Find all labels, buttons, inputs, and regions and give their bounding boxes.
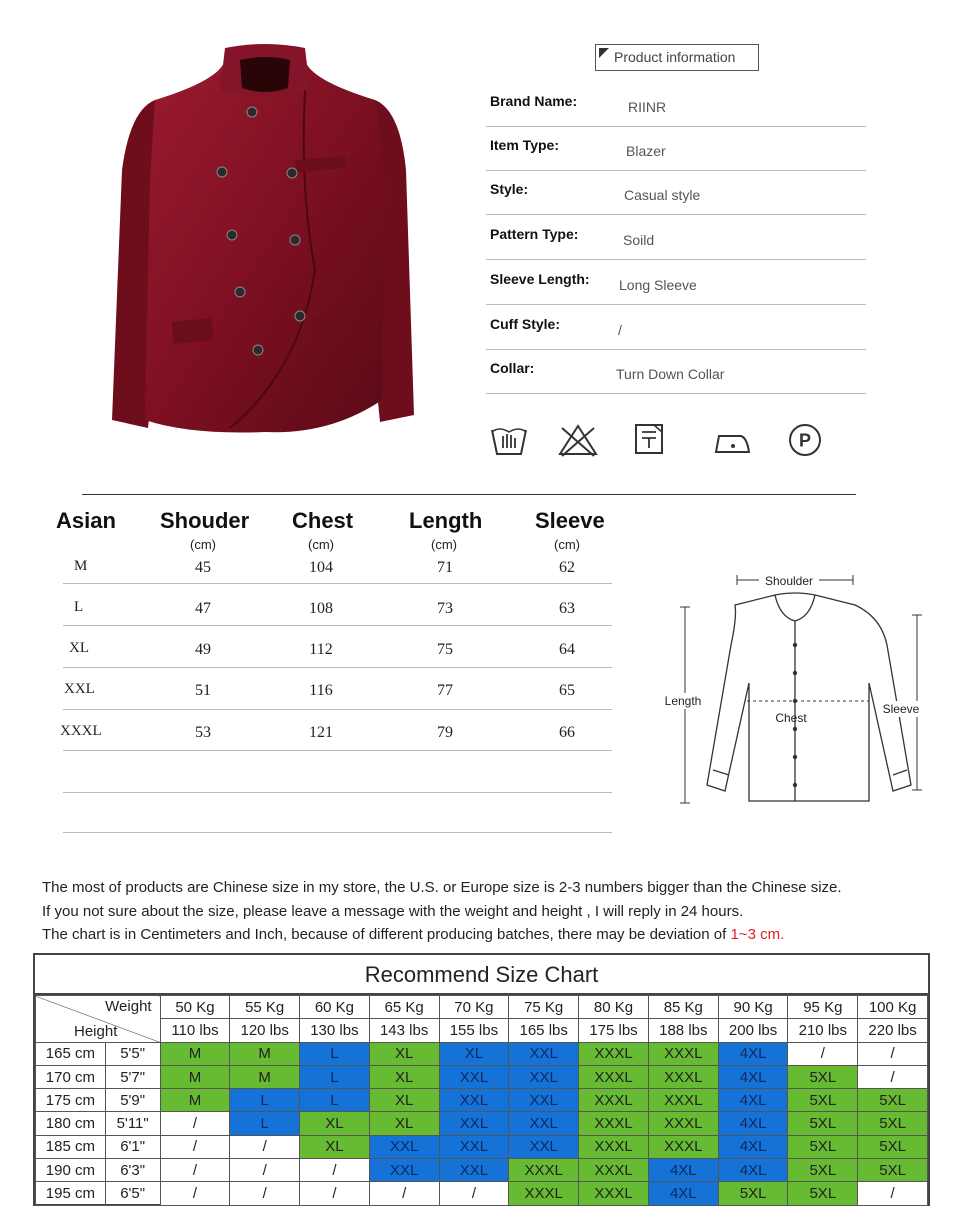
recommended-size-cell: XXL [509,1135,579,1158]
recommended-size-cell: 4XL [718,1112,788,1135]
recommended-size-cell: M [230,1065,300,1088]
recommended-size-cell: / [858,1182,928,1205]
recommended-size-cell: 5XL [858,1112,928,1135]
recommended-size-cell: XXL [439,1065,509,1088]
note-line-3 [42,926,784,943]
weight-height-corner [36,996,161,1043]
diagram-shoulder-label: Shoulder [764,574,814,588]
height-row [36,1135,928,1158]
recommended-size-cell: XXL [439,1112,509,1135]
info-row-pattern-type [486,216,866,260]
recommended-size-cell: XL [300,1135,370,1158]
size-cell: 66 [559,724,575,741]
size-cell: 73 [437,600,453,617]
size-cell: 49 [195,641,211,658]
recommended-size-cell: 4XL [718,1089,788,1112]
recommended-size-cell: XXXL [579,1159,649,1182]
recommended-size-cell: M [160,1042,230,1065]
height-cm-cell: 175 cm [36,1089,106,1112]
section-divider [82,494,856,495]
recommended-size-cell: 5XL [788,1159,858,1182]
recommended-size-cell: M [160,1065,230,1088]
info-row-item-type [486,127,866,171]
recommended-size-cell: XXL [439,1089,509,1112]
recommended-size-cell: XXXL [579,1089,649,1112]
info-label: Style: [490,181,529,197]
recommended-size-cell: M [230,1042,300,1065]
recommended-size-cell: L [300,1065,370,1088]
recommend-size-table [35,995,928,1206]
info-row-collar [486,350,866,394]
info-label: Cuff Style: [490,316,560,332]
recommended-size-cell: XXL [369,1159,439,1182]
info-row-cuff-style [486,306,866,350]
measurement-diagram [655,565,935,815]
size-cell: 65 [559,682,575,699]
recommended-size-cell: 5XL [788,1112,858,1135]
recommended-size-cell: 5XL [788,1135,858,1158]
recommended-size-cell: XXXL [579,1182,649,1205]
height-ft-cell: 5'5" [105,1042,160,1065]
recommended-size-cell: XXXL [648,1042,718,1065]
weight-lbs-header: 155 lbs [439,1019,509,1042]
recommend-size-chart [33,953,930,1206]
weight-kg-header: 95 Kg [788,996,858,1019]
info-label: Brand Name: [490,93,578,109]
diagram-length-label: Length [664,694,702,708]
recommended-size-cell: 4XL [648,1159,718,1182]
height-cm-cell: 185 cm [36,1135,106,1158]
recommended-size-cell: L [230,1089,300,1112]
dry-clean-p-icon [786,422,826,458]
diagram-sleeve-label: Sleeve [882,702,920,716]
recommended-size-cell: XL [369,1042,439,1065]
recommended-size-cell: XXXL [648,1112,718,1135]
recommended-size-cell: XL [369,1089,439,1112]
recommended-size-cell: / [300,1182,370,1205]
height-cm-cell: 180 cm [36,1112,106,1135]
size-cell: 79 [437,724,453,741]
size-name: XL [69,640,89,656]
info-value: / [618,322,622,338]
size-cell: 121 [309,724,333,741]
recommended-size-cell: / [230,1135,300,1158]
recommended-size-cell: M [160,1089,230,1112]
weight-lbs-header: 188 lbs [648,1019,718,1042]
weight-kg-header: 80 Kg [579,996,649,1019]
row-divider [63,792,612,793]
size-cell: 108 [309,600,333,617]
height-cm-cell: 195 cm [36,1182,106,1205]
row-divider [63,625,612,626]
note-line-2: If you not sure about the size, please leave a message with the weight and height , I will reply in 24 hours. [42,903,744,920]
height-cm-cell: 165 cm [36,1042,106,1065]
product-jacket-image [100,40,430,440]
weight-kg-header: 70 Kg [439,996,509,1019]
recommended-size-cell: XL [300,1112,370,1135]
recommended-size-cell: XXXL [509,1182,579,1205]
recommend-chart-title: Recommend Size Chart [35,955,928,995]
recommended-size-cell: L [300,1042,370,1065]
height-row [36,1065,928,1088]
height-row [36,1159,928,1182]
recommended-size-cell: / [300,1159,370,1182]
row-divider [63,832,612,833]
size-cell: 112 [309,641,333,658]
height-row [36,1182,928,1205]
recommended-size-cell: 5XL [858,1135,928,1158]
info-value: Casual style [624,187,701,203]
height-cm-cell: 190 cm [36,1159,106,1182]
note-line-1: The most of products are Chinese size in my store, the U.S. or Europe size is 2-3 numbers bigger than the Chinese size. [42,879,842,896]
size-cell: 51 [195,682,211,699]
weight-kg-header: 50 Kg [160,996,230,1019]
weight-kg-header: 75 Kg [509,996,579,1019]
recommended-size-cell: XXXL [509,1159,579,1182]
recommended-size-cell: 4XL [718,1065,788,1088]
recommended-size-cell: / [439,1182,509,1205]
recommended-size-cell: 5XL [858,1159,928,1182]
recommended-size-cell: 5XL [788,1065,858,1088]
recommended-size-cell: / [160,1159,230,1182]
header-sleeve: Sleeve [535,508,605,533]
recommended-size-cell: / [858,1065,928,1088]
recommended-size-cell: XXL [509,1065,579,1088]
recommended-size-cell: XXXL [579,1112,649,1135]
size-name: M [74,558,88,574]
header-shoulder: Shouder [160,508,250,533]
iron-icon [713,422,753,458]
size-cell: 47 [195,600,211,617]
height-ft-cell: 6'1" [105,1135,160,1158]
height-row [36,1112,928,1135]
recommended-size-cell: / [160,1135,230,1158]
info-value: RIINR [628,99,667,115]
height-ft-cell: 6'3" [105,1159,160,1182]
weight-kg-row [36,996,928,1019]
recommended-size-cell: 5XL [718,1182,788,1205]
height-axis-label: Height [74,1022,118,1040]
recommended-size-cell: L [300,1089,370,1112]
info-label: Sleeve Length: [490,271,590,287]
recommended-size-cell: XXL [369,1135,439,1158]
recommended-size-cell: XXXL [579,1065,649,1088]
weight-kg-header: 60 Kg [300,996,370,1019]
header-asian: Asian [56,508,116,533]
weight-kg-header: 55 Kg [230,996,300,1019]
recommended-size-cell: / [230,1182,300,1205]
recommended-size-cell: / [160,1182,230,1205]
recommended-size-cell: XXL [439,1135,509,1158]
recommended-size-cell: XXL [509,1042,579,1065]
size-name: L [74,599,84,615]
header-chest: Chest [292,508,354,533]
height-ft-cell: 5'9" [105,1089,160,1112]
recommended-size-cell: 5XL [788,1089,858,1112]
weight-lbs-header: 110 lbs [160,1019,230,1042]
weight-lbs-header: 175 lbs [579,1019,649,1042]
info-label: Item Type: [490,137,559,153]
recommended-size-cell: XXXL [648,1089,718,1112]
recommended-size-cell: XXXL [648,1065,718,1088]
unit-length: (cm) [431,537,457,552]
no-bleach-icon [558,422,598,458]
size-cell: 45 [195,559,211,576]
weight-lbs-header: 210 lbs [788,1019,858,1042]
recommended-size-cell: / [160,1112,230,1135]
product-information-heading [595,44,759,71]
height-ft-cell: 6'5" [105,1182,160,1205]
weight-lbs-header: 200 lbs [718,1019,788,1042]
row-divider [63,750,612,751]
info-label: Collar: [490,360,535,376]
weight-kg-header: 85 Kg [648,996,718,1019]
weight-kg-header: 100 Kg [858,996,928,1019]
height-cm-cell: 170 cm [36,1065,106,1088]
info-row-sleeve-length [486,261,866,305]
recommended-size-cell: 5XL [788,1182,858,1205]
size-name: XXL [64,681,95,697]
weight-axis-label: Weight [105,998,152,1015]
weight-lbs-header: 143 lbs [369,1019,439,1042]
row-divider [63,667,612,668]
recommended-size-cell: XXXL [579,1135,649,1158]
note-line-3-text: The chart is in Centimeters and Inch, because of different producing batches, there may be deviation of [42,926,731,943]
deviation-highlight: 1~3 cm. [730,926,785,943]
recommended-size-cell: 4XL [648,1182,718,1205]
header-length: Length [409,508,483,533]
recommended-size-cell: XXL [439,1159,509,1182]
info-row-brand [486,83,866,127]
size-cell: 116 [309,682,333,699]
size-cell: 62 [559,559,575,576]
product-information-title: Product information [614,49,736,65]
recommended-size-cell: 4XL [718,1135,788,1158]
recommended-size-cell: XXXL [648,1135,718,1158]
recommended-size-cell: 5XL [858,1089,928,1112]
recommended-size-cell: XL [439,1042,509,1065]
weight-lbs-header: 165 lbs [509,1019,579,1042]
height-row [36,1042,928,1065]
weight-lbs-header: 220 lbs [858,1019,928,1042]
row-divider [63,709,612,710]
recommended-size-cell: XXL [509,1089,579,1112]
tumble-dry-icon [632,422,672,458]
height-ft-cell: 5'11" [105,1112,160,1135]
unit-chest: (cm) [308,537,334,552]
unit-shoulder: (cm) [190,537,216,552]
size-name: XXXL [60,723,102,739]
height-row [36,1089,928,1112]
row-divider [63,583,612,584]
recommended-size-cell: / [788,1042,858,1065]
recommended-size-cell: 4XL [718,1042,788,1065]
size-cell: 64 [559,641,575,658]
hand-wash-icon [489,422,529,458]
info-value: Blazer [626,143,666,159]
weight-lbs-row [36,1019,928,1042]
info-value: Soild [623,232,655,248]
diagram-chest-label: Chest [775,711,807,725]
weight-kg-header: 90 Kg [718,996,788,1019]
weight-lbs-header: 120 lbs [230,1019,300,1042]
svg-text:P: P [798,430,812,451]
info-value: Turn Down Collar [616,366,725,382]
corner-triangle-icon [599,48,609,58]
size-cell: 75 [437,641,453,658]
height-ft-cell: 5'7" [105,1065,160,1088]
recommended-size-cell: XXXL [579,1042,649,1065]
size-cell: 63 [559,600,575,617]
recommended-size-cell: XXL [509,1112,579,1135]
weight-lbs-header: 130 lbs [300,1019,370,1042]
unit-sleeve: (cm) [554,537,580,552]
weight-kg-header: 65 Kg [369,996,439,1019]
recommended-size-cell: XL [369,1112,439,1135]
recommended-size-cell: XL [369,1065,439,1088]
size-cell: 104 [309,559,333,576]
size-cell: 71 [437,559,453,576]
recommended-size-cell: / [230,1159,300,1182]
info-value: Long Sleeve [619,277,697,293]
size-cell: 77 [437,682,453,699]
recommended-size-cell: 4XL [718,1159,788,1182]
info-row-style [486,171,866,215]
recommended-size-cell: / [858,1042,928,1065]
recommended-size-cell: / [369,1182,439,1205]
size-cell: 53 [195,724,211,741]
info-label: Pattern Type: [490,226,579,242]
recommended-size-cell: L [230,1112,300,1135]
